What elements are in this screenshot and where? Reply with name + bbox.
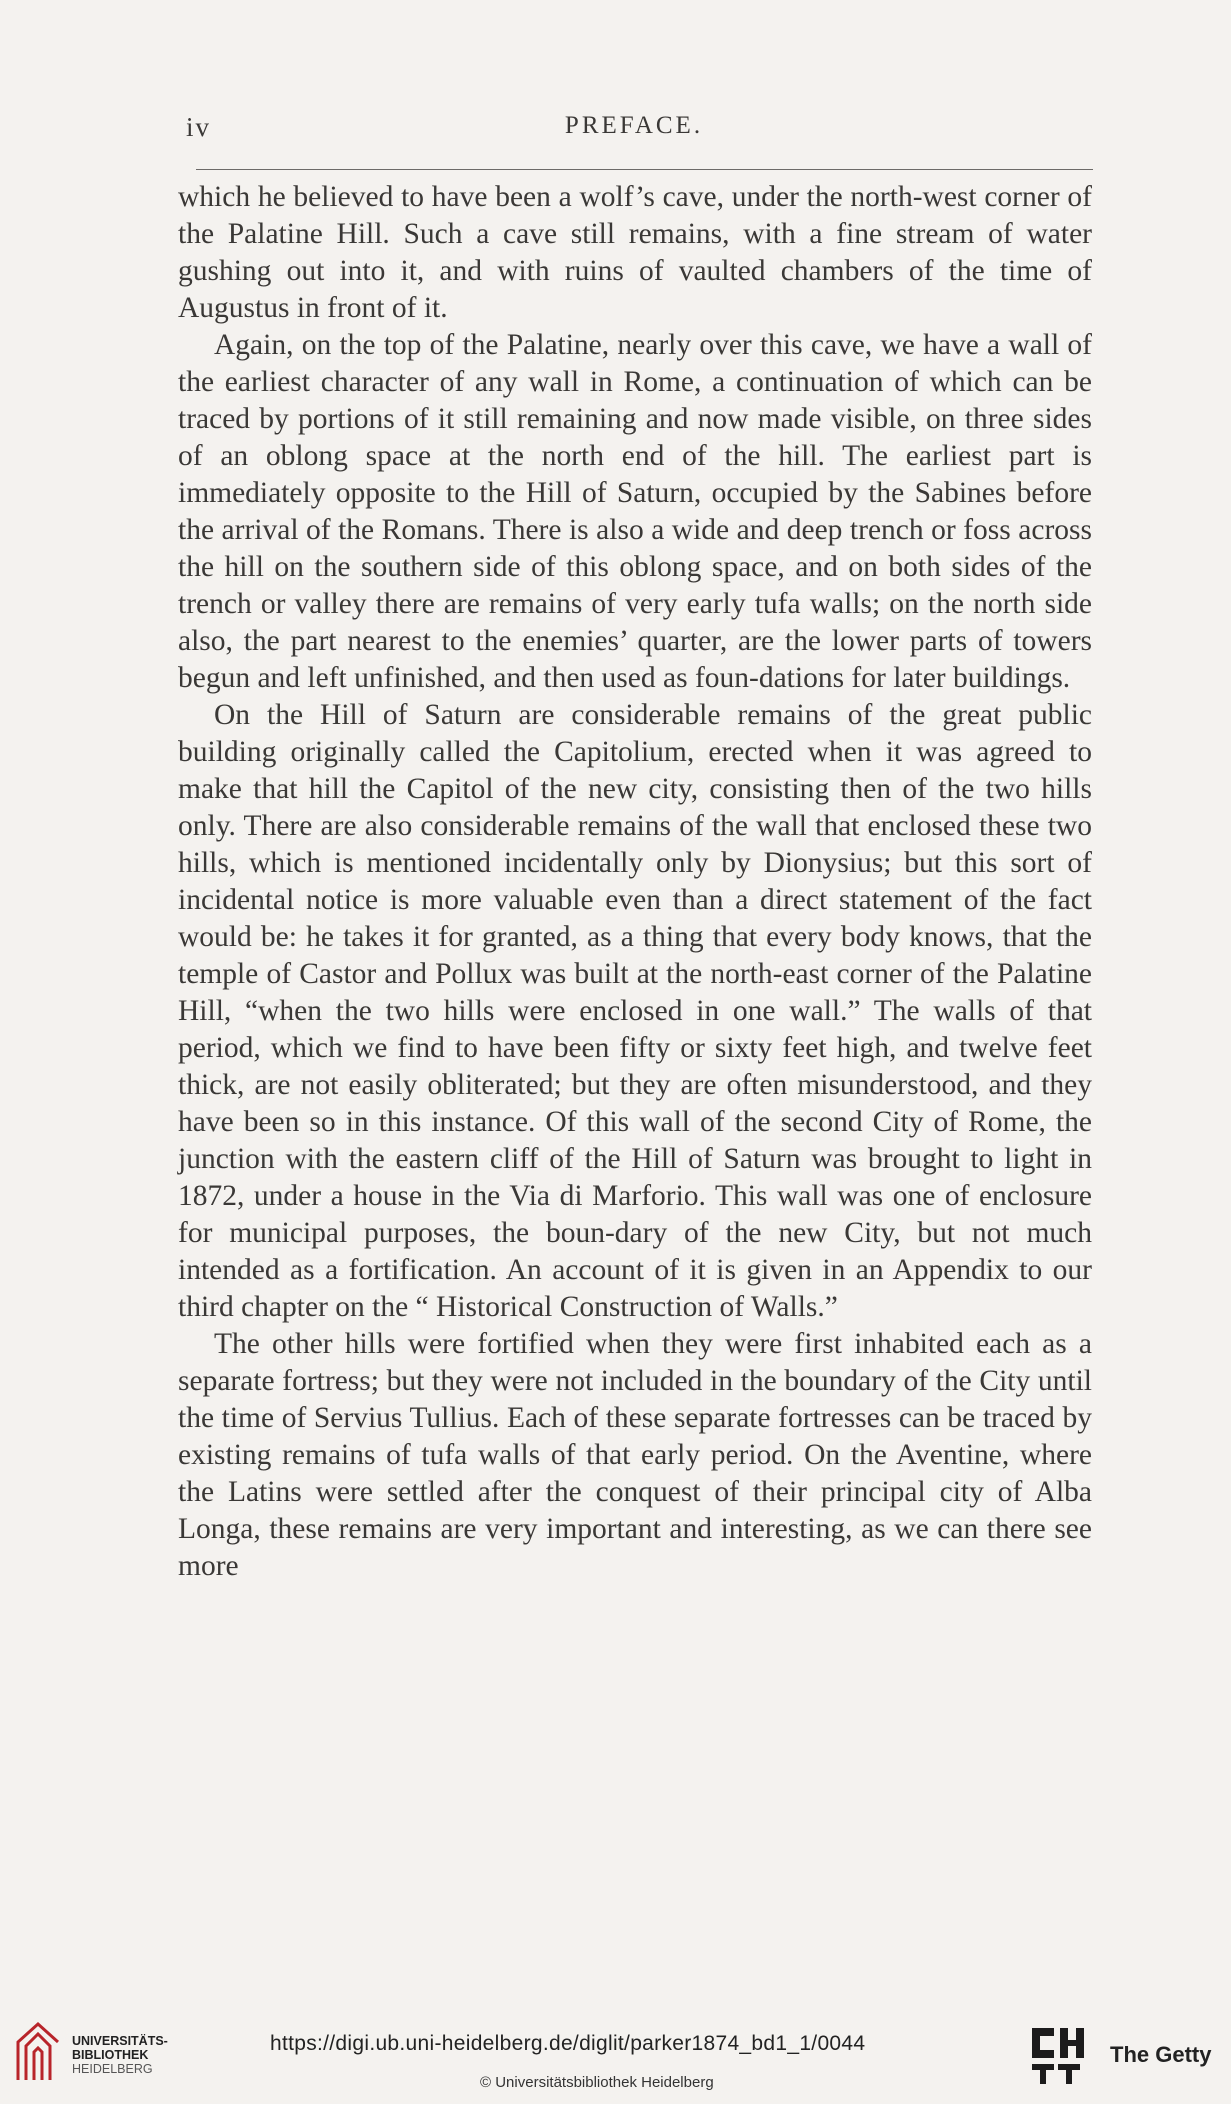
library-name-line: HEIDELBERG [72, 2062, 153, 2076]
library-name-line: UNIVERSITÄTS- [72, 2034, 168, 2048]
paragraph: On the Hill of Saturn are considerable remains of the great public building originally called the Capitolium, erected when it was agreed to make that hill the Capitol of the new city, consisting then of the two hills only. There are also considerable remains of the wall that enclosed these two hills, which is mentioned incidentally only by Dionysius; but this sort of incidental notice is more valuable even than a direct statement of the fact would be: he takes it for granted, as a thing that every body knows, that the temple of Castor and Pollux was built at the north-east corner of the Palatine Hill, “when the two hills were enclosed in one wall.” The walls of that period, which we find to have been fifty or sixty feet high, and twelve feet thick, are not easily obliterated; but they are often misunderstood, and they have been so in this instance. Of this wall of the second City of Rome, the junction with the eastern cliff of the Hill of Saturn was brought to light in 1872, under a house in the Via di Marforio. This wall was one of enclosure for municipal purposes, the boun-dary of the new City, but not much intended as a fortification. An account of it is given in an Appendix to our third chapter on the “ Historical Construction of Walls.” [178, 699, 1092, 1323]
getty-logo-icon [1030, 2022, 1090, 2086]
library-name [72, 2034, 168, 2076]
copyright-notice: © Universitätsbibliothek Heidelberg [480, 2074, 714, 2091]
paragraph: which he believed to have been a wolf’s cave, under the north-west corner of the Palatine Hill. Such a cave still remains, with a fine stream of water gushing out into it, and with ruins of vaulted chambers of the time of Augustus in front of it. [178, 181, 1092, 324]
ub-heidelberg-logo-icon [14, 2020, 64, 2082]
page-header [178, 112, 1090, 152]
library-name-line: BIBLIOTHEK [72, 2048, 149, 2062]
body-text [178, 179, 1092, 1585]
permalink-url[interactable]: https://digi.ub.uni-heidelberg.de/diglit/parker1874_bd1_1/0044 [270, 2032, 866, 2055]
header-rule [196, 169, 1093, 170]
running-title: PREFACE. [564, 112, 704, 139]
paragraph: The other hills were fortified when they were first inhabited each as a separate fortress; but they were not included in the boundary of the City until the time of Servius Tullius. Each of these separate fortresses can be traced by existing remains of tufa walls of that early period. On the Aventine, where the Latins were settled after the conquest of their principal city of Alba Longa, these remains are very important and interesting, as we can there see more [178, 1328, 1092, 1582]
footer [0, 1998, 1231, 2104]
partner-name: The Getty [1110, 2042, 1212, 2067]
paragraph: Again, on the top of the Palatine, nearly over this cave, we have a wall of the earliest character of any wall in Rome, a continuation of which can be traced by portions of it still remaining and now made visible, on three sides of an oblong space at the north end of the hill. The earliest part is immediately opposite to the Hill of Saturn, occupied by the Sabines before the arrival of the Romans. There is also a wide and deep trench or foss across the hill on the southern side of this oblong space, and on both sides of the trench or valley there are remains of very early tufa walls; on the north side also, the part nearest to the enemies’ quarter, are the lower parts of towers begun and left unfinished, and then used as foun-dations for later buildings. [178, 329, 1092, 694]
page-number: iv [186, 112, 212, 142]
